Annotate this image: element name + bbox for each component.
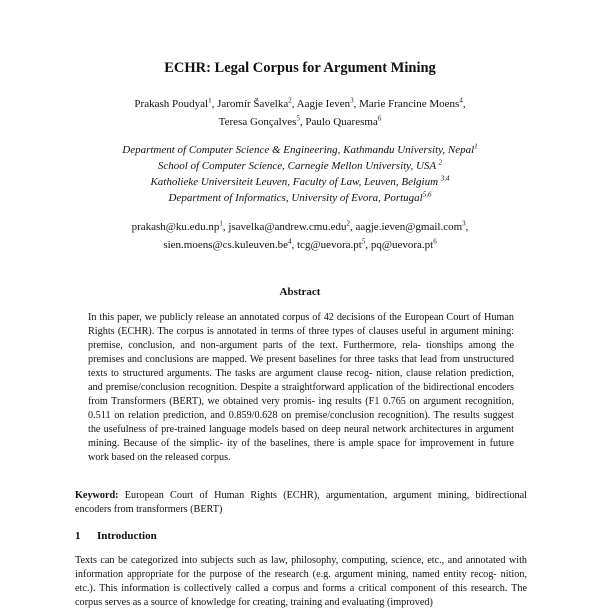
author-sup: 4	[459, 96, 463, 105]
abstract-text: of Human Rights (ECHR). The corpus is annotated in terms of three types of clauses useful in	[88, 312, 514, 337]
email-link[interactable]: sien.moens@cs.kuleuven.be	[163, 239, 288, 251]
author-name: Teresa Gonçalves	[218, 116, 297, 128]
affiliation-item: Department of Informatics, University of Evora, Portugal$^{5,6}$	[168, 190, 432, 204]
affiliation-item: Katholieke Universiteit Leuven, Faculty of Law, Leuven, Belgium $^{3,4}$	[150, 174, 450, 188]
keyword-text: European Court of Human Rights (ECHR), argumentation, argument mining, bidirectional	[118, 490, 527, 501]
email-link[interactable]: aagje.ieven@gmail.com	[355, 221, 463, 233]
author-list	[0, 95, 600, 131]
affiliation-item: Department of Computer Science & Engineering, Kathmandu University, Nepal$^1$	[122, 142, 478, 156]
author-name: Marie Francine Moens	[359, 98, 460, 110]
email-link[interactable]: jsavelka@andrew.cmu.edu	[228, 221, 347, 233]
email-link[interactable]: pq@uevora.pt	[370, 239, 434, 251]
abstract-text: argument mining: premise, conclusion, and non-argument parts of the text. Furthermore, rela-	[88, 326, 515, 351]
author-line-1: Prakash Poudyal$^1$, Jaromír Šavelka$^2$, Aagje Ieven$^3$, Marie Francine Moens$^4$,	[134, 96, 466, 110]
section-heading	[75, 530, 157, 542]
keyword-label: Keyword:	[75, 490, 119, 501]
email-line-1: $prakash@ku.edu.np^1$, jsavelka@andrew.cmu.edu$^2$, aagje.ieven@gmail.com$^3$,	[131, 219, 469, 233]
affiliation-item: School of Computer Science, Carnegie Mellon University, USA $^2$	[157, 158, 443, 172]
author-sup: 6	[377, 114, 382, 123]
author-name: Jaromír Šavelka	[217, 98, 289, 110]
section-number: 1	[75, 530, 81, 542]
abstract-text: models based on deep neural network architectures in argument mining. Because of the simplic-	[88, 424, 514, 449]
section-title: Introduction	[97, 530, 157, 542]
abstract-text: ing results (F1 0.765 on argument recognition, 0.511 on relation prediction, and 0.859/0.628	[88, 396, 514, 421]
abstract-body	[88, 311, 514, 465]
email-link[interactable]: tcg@uevora.pt	[297, 239, 362, 251]
intro-body	[75, 554, 527, 610]
intro-text: research. The corpus serves as a source of knowledge for creating, training and evaluating (improved)	[75, 583, 528, 608]
intro-text: nition, etc.). This information is collectively called a corpus and forms a critical component of this	[75, 569, 527, 594]
intro-text: with information appropriate for the purpose of the research (e.g. argument mining, named entity recog-	[75, 555, 527, 580]
abstract-text: In this paper, we publicly release an annotated corpus of 42 decisions of the European Court	[88, 312, 470, 323]
abstract-text: ity of the baselines, there is ample space for improvement in future work based on the released	[88, 438, 514, 463]
email-link[interactable]: prakash@ku.edu.np	[131, 221, 220, 233]
author-line-2: Teresa Gonçalves$^5$, Paulo Quaresma$^6$	[218, 114, 382, 128]
keyword-block	[75, 489, 527, 517]
abstract-text: tionships among the premises and conclusions are mapped. We present baselines for three tasks	[88, 340, 515, 365]
affiliation-list	[0, 142, 600, 206]
author-sup: 5	[296, 114, 300, 123]
abstract-heading: Abstract	[279, 286, 321, 298]
abstract-text: nition, clause relation prediction, and premise/conclusion recognition. Despite a straightforward	[88, 368, 514, 393]
paper-title: ECHR: Legal Corpus for Argument Mining	[164, 60, 436, 76]
author-sup: 1	[208, 96, 212, 105]
author-name: Paulo Quaresma	[305, 116, 378, 128]
abstract-text: on premise/conclusion recognition). The results suggest the usefulness of pre-trained language	[88, 410, 515, 435]
author-sup: 2	[288, 96, 292, 105]
author-name: Prakash Poudyal	[134, 98, 209, 110]
email-line-2: $sien.moens@cs.kuleuven.be^4$, $tcg@uevora.pt^5$, $pq@uevora.pt^6$	[163, 237, 437, 251]
keyword-text: encoders from transformers (BERT)	[75, 504, 223, 515]
email-list	[0, 218, 600, 254]
abstract-text: corpus.	[200, 452, 231, 463]
intro-text: Texts can be categorized into subjects such as law, philosophy, computing, science, etc., and annotated	[75, 555, 506, 566]
author-name: Aagje Ieven	[296, 98, 351, 110]
author-sup: 3	[350, 96, 354, 105]
abstract-text: that lead from unstructured texts to structured arguments. The tasks are argument clause recog-	[88, 354, 514, 379]
abstract-text: application of the bidirectional encoders from Transformers (BERT), we obtained very promis-	[88, 382, 515, 407]
